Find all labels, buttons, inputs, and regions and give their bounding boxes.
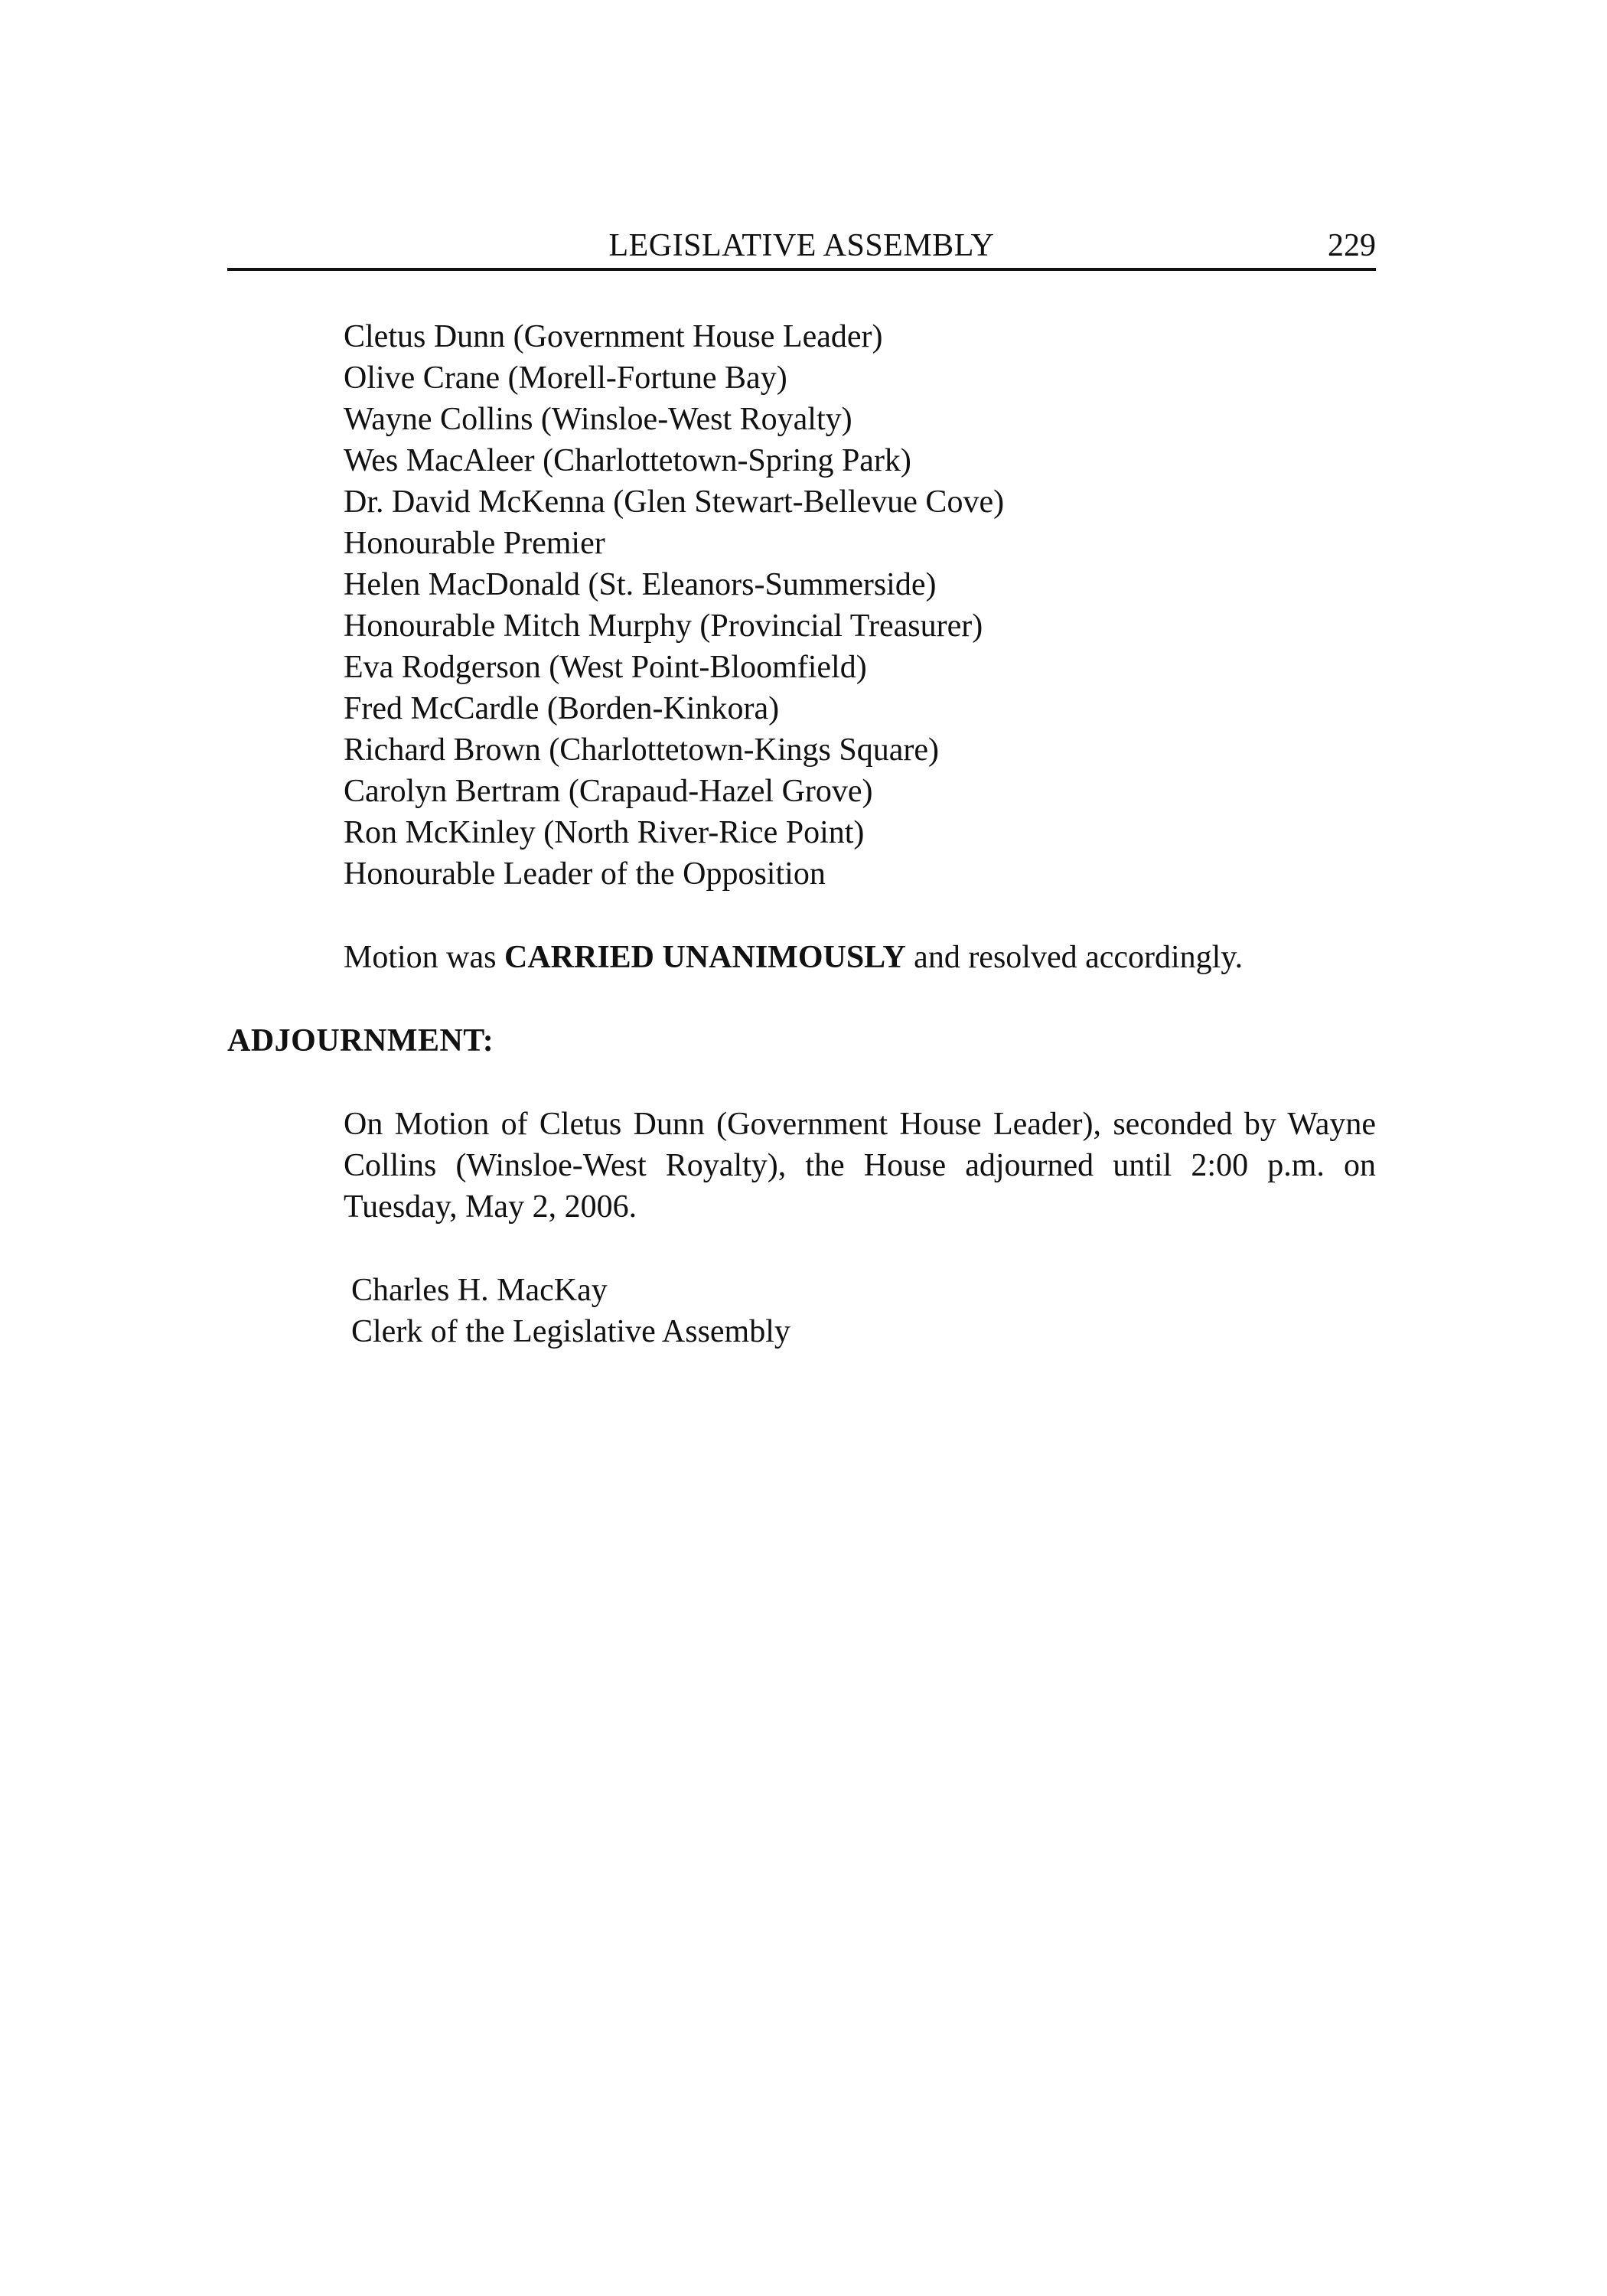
list-item: Helen MacDonald (St. Eleanors-Summerside) xyxy=(344,567,937,602)
list-item: Ron McKinley (North River-Rice Point) xyxy=(344,815,865,850)
list-item: Carolyn Bertram (Crapaud-Hazel Grove) xyxy=(344,774,873,809)
list-item: Wayne Collins (Winsloe-West Royalty) xyxy=(344,402,852,437)
signature-name: Charles H. MacKay xyxy=(351,1273,608,1308)
list-item: Cletus Dunn (Government House Leader) xyxy=(344,319,883,354)
list-item: Olive Crane (Morell-Fortune Bay) xyxy=(344,360,787,396)
list-item: Eva Rodgerson (West Point-Bloomfield) xyxy=(344,650,867,685)
motion-result-prefix: Motion was xyxy=(344,940,504,975)
adjournment-paragraph: On Motion of Cletus Dunn (Government House Leader), seconded by Wayne Collins (Winsloe-West Royalty), the House adjourned until 2:00 p.m. on Tuesday, May 2, 2006. xyxy=(344,1107,1376,1225)
motion-result-emphasis: CARRIED UNANIMOUSLY xyxy=(504,940,906,975)
page-number: 229 xyxy=(1328,228,1376,263)
motion-result-suffix: and resolved accordingly. xyxy=(905,940,1244,975)
member-list xyxy=(344,316,1004,895)
list-item: Richard Brown (Charlottetown-Kings Square) xyxy=(344,732,940,768)
list-item: Wes MacAleer (Charlottetown-Spring Park) xyxy=(344,443,911,478)
list-item: Fred McCardle (Borden-Kinkora) xyxy=(344,691,780,726)
header-title: LEGISLATIVE ASSEMBLY xyxy=(608,228,995,263)
adjournment-heading: ADJOURNMENT: xyxy=(227,1023,494,1058)
signature-block xyxy=(351,1270,790,1352)
list-item: Dr. David McKenna (Glen Stewart-Bellevue Cove) xyxy=(344,484,1005,520)
motion-result xyxy=(344,937,1243,978)
list-item: Honourable Premier xyxy=(344,526,605,561)
list-item: Honourable Mitch Murphy (Provincial Treasurer) xyxy=(344,608,983,644)
signature-title: Clerk of the Legislative Assembly xyxy=(351,1314,790,1349)
page-header xyxy=(227,227,1376,271)
list-item: Honourable Leader of the Opposition xyxy=(344,856,826,892)
